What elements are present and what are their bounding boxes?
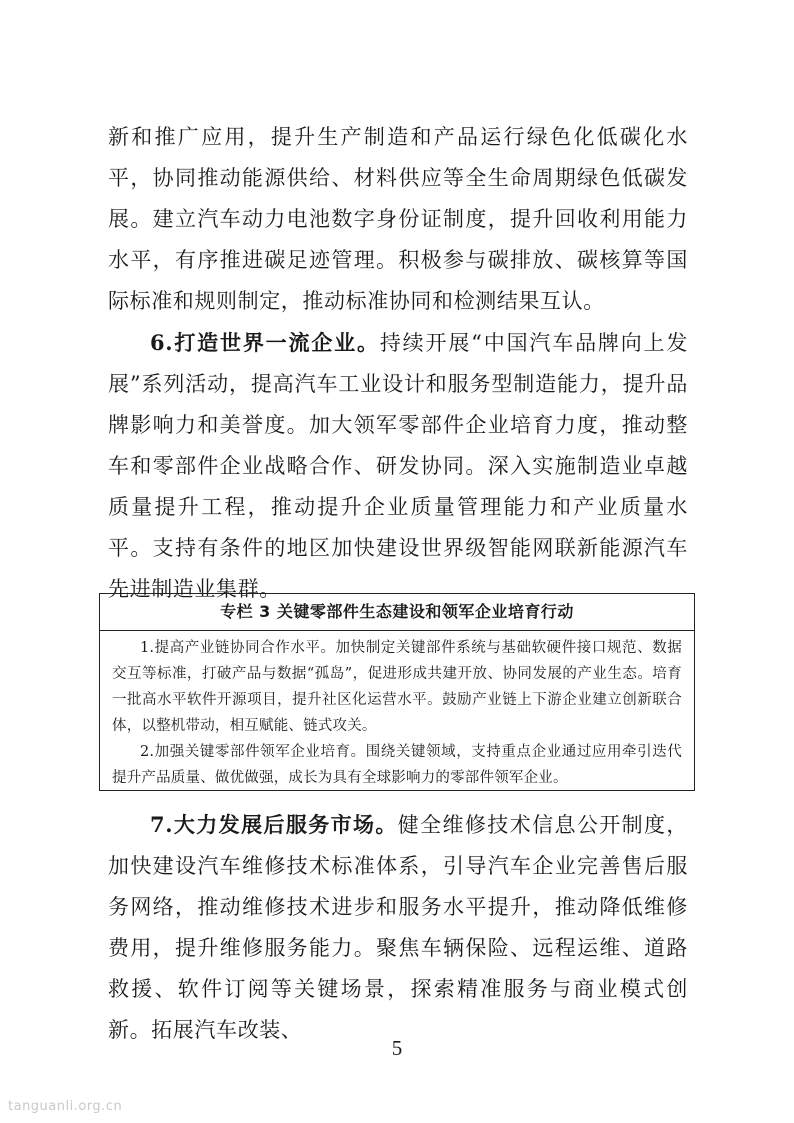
section-6-paragraph — [108, 322, 688, 610]
section-6-body: 持续开展“中国汽车品牌向上发展”系列活动，提高汽车工业设计和服务型制造能力，提升品牌影响力和美誉度。加大领军零部件企业培育力度，推动整车和零部件企业战略合作、研发协同。深入实施制造业卓越质量提升工程，推动提升企业质量管理能力和产业质量水平。支持有条件的地区加快建设世界级智能网联新能源汽车先进制造业集群。 — [108, 331, 688, 601]
section-6-heading: 6.打造世界一流企业。 — [150, 330, 380, 355]
section-7-heading: 7.大力发展后服务市场。 — [150, 812, 398, 837]
paragraph-continuation: 新和推广应用，提升生产制造和产品运行绿色化低碳化水平，协同推动能源供给、材料供应等全生命周期绿色低碳发展。建立汽车动力电池数字身份证制度，提升回收利用能力水平，有序推进碳足迹管理。积极参与碳排放、碳核算等国际标准和规则制定，推动标准协同和检测结果互认。 — [108, 125, 688, 313]
column-box-title: 专栏 3 关键零部件生态建设和领军企业培育行动 — [100, 594, 694, 631]
watermark: tanguanli.org.cn — [8, 1099, 123, 1114]
page-number: 5 — [391, 1036, 403, 1060]
section-7-body: 健全维修技术信息公开制度，加快建设汽车维修技术标准体系，引导汽车企业完善售后服务网络，推动维修技术进步和服务水平提升，推动降低维修费用，提升维修服务能力。聚焦车辆保险、远程运维、道路救援、软件订阅等关键场景，探索精准服务与商业模式创新。拓展汽车改装、 — [108, 813, 688, 1042]
section-7-paragraph — [108, 804, 688, 1051]
column-box-item-2: 2.加强关键零部件领军企业培育。围绕关键领域，支持重点企业通过应用牵引迭代提升产品质量、做优做强，成长为具有全球影响力的零部件领军企业。 — [112, 744, 682, 786]
column-box-item-1: 1.提高产业链协同合作水平。加快制定关键部件系统与基础软硬件接口规范、数据交互等标准，打破产品与数据“孤岛”，促进形成共建开放、协同发展的产业生态。培育一批高水平软件开源项目，提升社区化运营水平。鼓励产业链上下游企业建立创新联合体，以整机带动，相互赋能、链式攻关。 — [112, 640, 682, 734]
column-box-body — [100, 631, 694, 791]
column-box-3 — [99, 593, 695, 791]
